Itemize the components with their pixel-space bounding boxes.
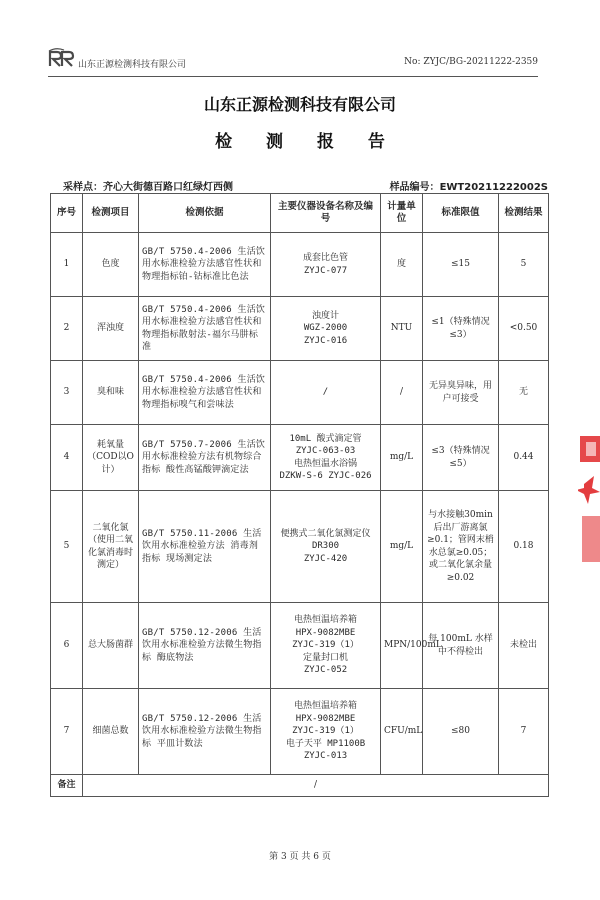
row-item: 二氧化氯（使用二氧化氯消毒时测定） (83, 491, 139, 603)
sample-id (390, 178, 548, 193)
table-header-row (51, 194, 549, 233)
table-row (51, 361, 549, 425)
row-equipment: 便携式二氧化氯测定仪 DR300 ZYJC-420 (271, 491, 381, 603)
row-unit: CFU/mL (381, 689, 423, 775)
company-logo-icon (48, 48, 76, 68)
row-unit: mg/L (381, 425, 423, 491)
row-item: 耗氧量（COD以O计） (83, 425, 139, 491)
report-title: 检 测 报 告 (215, 132, 399, 152)
row-no: 3 (51, 361, 83, 425)
header-result: 检测结果 (499, 194, 549, 233)
row-basis: GB/T 5750.12-2006 生活饮用水标准检验方法微生物指标 平皿计数法 (139, 689, 271, 775)
red-seal-stamp-icon (578, 436, 600, 566)
table-row (51, 491, 549, 603)
row-basis: GB/T 5750.4-2006 生活饮用水标准检验方法感官性状和物理指标嗅气和尝味法 (139, 361, 271, 425)
row-limit: 每 100mL 水样中不得检出 (423, 603, 499, 689)
row-no: 2 (51, 297, 83, 361)
row-item: 臭和味 (83, 361, 139, 425)
row-basis: GB/T 5750.7-2006 生活饮用水标准检验方法有机物综合指标 酸性高锰酸钾滴定法 (139, 425, 271, 491)
row-item: 色度 (83, 233, 139, 297)
row-no: 4 (51, 425, 83, 491)
row-limit: 与水接触30min后出厂游离氯≥0.1；管网末梢水总氯≥0.05；或二氧化氯余量≥0.02 (423, 491, 499, 603)
company-title: 山东正源检测科技有限公司 (203, 95, 396, 114)
row-no: 5 (51, 491, 83, 603)
header-unit: 计量单位 (381, 194, 423, 233)
row-basis: GB/T 5750.12-2006 生活饮用水标准检验方法微生物指标 酶底物法 (139, 603, 271, 689)
sampling-point-value: 齐心大街德百路口红绿灯西侧 (103, 182, 233, 193)
row-equipment: 10mL 酸式滴定管 ZYJC-063-03 电热恒温水浴锅 DZKW-S-6 ZYJC-026 (271, 425, 381, 491)
row-result: 5 (499, 233, 549, 297)
row-result: 7 (499, 689, 549, 775)
row-no: 7 (51, 689, 83, 775)
header-no: 序号 (51, 194, 83, 233)
table-row (51, 425, 549, 491)
row-limit: ≤3（特殊情况≤5） (423, 425, 499, 491)
row-item: 浑浊度 (83, 297, 139, 361)
row-equipment: 电热恒温培养箱 HPX-9082MBE ZYJC-319（1） 电子天平 MP1100B ZYJC-013 (271, 689, 381, 775)
row-unit: / (381, 361, 423, 425)
sample-id-label: 样品编号： (389, 182, 440, 193)
row-equipment: 电热恒温培养箱 HPX-9082MBE ZYJC-319（1） 定量封口机 ZYJC-052 (271, 603, 381, 689)
header-item: 检测项目 (83, 194, 139, 233)
row-basis: GB/T 5750.11-2006 生活饮用水标准检验方法 消毒剂指标 现场测定法 (139, 491, 271, 603)
page-header (48, 46, 538, 77)
remarks-label: 备注 (51, 775, 83, 797)
row-result: 0.44 (499, 425, 549, 491)
row-unit: MPN/100mL (381, 603, 423, 689)
row-unit: mg/L (381, 491, 423, 603)
row-limit: ≤80 (423, 689, 499, 775)
row-limit: ≤15 (423, 233, 499, 297)
test-results-table (50, 193, 549, 797)
table-row (51, 297, 549, 361)
row-limit: ≤1（特殊情况≤3） (423, 297, 499, 361)
sampling-point-label: 采样点： (63, 182, 103, 193)
page-number: 第 3 页 共 6 页 (269, 852, 331, 862)
row-unit: NTU (381, 297, 423, 361)
sampling-point (63, 178, 233, 193)
row-no: 1 (51, 233, 83, 297)
header-limit: 标准限值 (423, 194, 499, 233)
report-number: No: ZYJC/BG-20211222-2359 (404, 57, 538, 67)
row-unit: 度 (381, 233, 423, 297)
table-row (51, 689, 549, 775)
table-row (51, 603, 549, 689)
remarks-value: / (83, 775, 549, 797)
sample-id-value: EWT20211222002S (439, 182, 548, 193)
row-item: 总大肠菌群 (83, 603, 139, 689)
row-equipment: / (271, 361, 381, 425)
row-equipment: 成套比色管 ZYJC-077 (271, 233, 381, 297)
row-no: 6 (51, 603, 83, 689)
header-basis: 检测依据 (139, 194, 271, 233)
row-result: <0.50 (499, 297, 549, 361)
row-result: 0.18 (499, 491, 549, 603)
remarks-row (51, 775, 549, 797)
row-item: 细菌总数 (83, 689, 139, 775)
row-limit: 无异臭异味，用户可接受 (423, 361, 499, 425)
row-basis: GB/T 5750.4-2006 生活饮用水标准检验方法感官性状和物理指标散射法-福尔马肼标准 (139, 297, 271, 361)
header-company-name: 山东正源检测科技有限公司 (78, 60, 187, 70)
row-result: 未检出 (499, 603, 549, 689)
table-row (51, 233, 549, 297)
header-equipment: 主要仪器设备名称及编号 (271, 194, 381, 233)
row-result: 无 (499, 361, 549, 425)
row-equipment: 浊度计 WGZ-2000 ZYJC-016 (271, 297, 381, 361)
row-basis: GB/T 5750.4-2006 生活饮用水标准检验方法感官性状和物理指标铂-钴标准比色法 (139, 233, 271, 297)
